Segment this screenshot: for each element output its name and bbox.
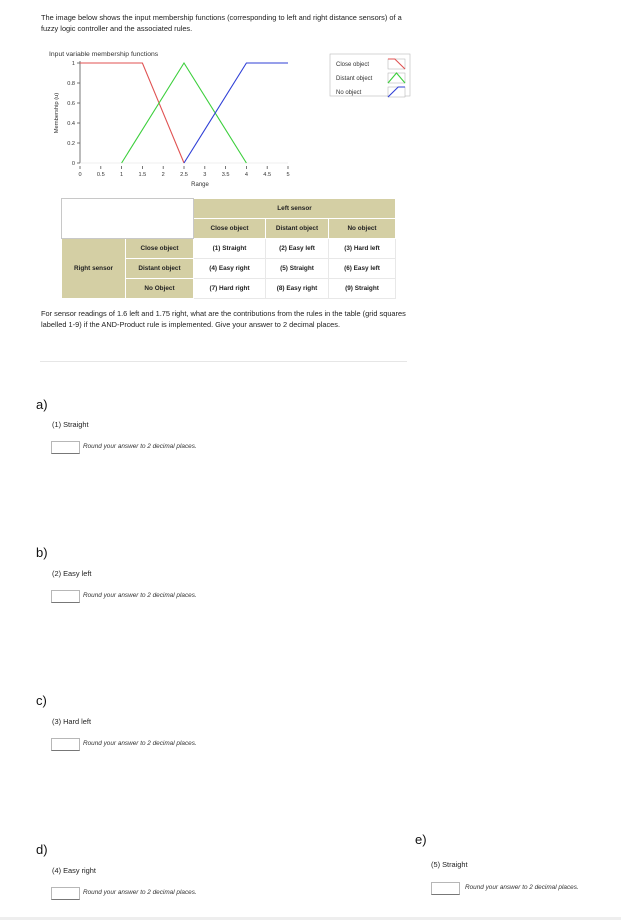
part-c-answer-input[interactable] [51,738,80,751]
part-e-letter: e) [415,832,427,847]
rule-cell-3: (3) Hard left [329,239,396,259]
left-sensor-header: Left sensor [194,199,396,219]
x-tick-label: 3 [203,172,207,178]
chart-title: Input variable membership functions [49,51,159,58]
part-c-label: (3) Hard left [52,717,92,726]
y-axis-label: Membership (u) [54,92,60,134]
legend-label: No object [336,90,362,96]
x-tick-label: 0.5 [96,172,105,178]
rule-cell-8: (8) Easy right [266,279,329,299]
part-d-answer-input[interactable] [51,887,80,900]
part-e-answer-input[interactable] [431,882,460,895]
col-header-close-object: Close object [194,219,266,239]
row-header-no-object: No Object [126,279,194,299]
series-line-close-object [80,63,184,163]
right-sensor-header: Right sensor [62,239,126,299]
y-tick-label: 1 [71,61,75,67]
legend-swatch-frame [388,73,405,83]
x-tick-label: 2 [161,172,165,178]
rule-table-corner [62,199,194,239]
x-axis-label: Range [191,182,209,188]
part-b-letter: b) [36,545,48,560]
part-a-label: (1) Straight [52,420,89,429]
row-header-distant-object: Distant object [126,259,194,279]
part-d-label: (4) Easy right [52,866,96,875]
part-a-answer-input[interactable] [51,441,80,454]
part-e-hint: Round your answer to 2 decimal places. [465,884,579,891]
question-text: For sensor readings of 1.6 left and 1.75 right, what are the contributions from the rules in the table (grid squares labelled 1-9) if the AND-Product rule is implemented. Give your answer to 2 decimal places. [41,309,406,329]
part-a-letter: a) [36,397,48,412]
series-line-no-object [184,63,288,163]
x-tick-label: 5 [286,172,290,178]
legend-label: Distant object [336,76,373,82]
part-e-label: (5) Straight [431,860,468,869]
rule-cell-4: (4) Easy right [194,259,266,279]
x-tick-label: 1 [120,172,124,178]
rule-cell-9: (9) Straight [329,279,396,299]
y-tick-label: 0 [71,161,75,167]
part-c-hint: Round your answer to 2 decimal places. [83,740,197,747]
x-tick-label: 3.5 [221,172,230,178]
rule-table [61,198,396,299]
legend-label: Close object [336,62,370,68]
part-b-answer-input[interactable] [51,590,80,603]
col-header-distant-object: Distant object [266,219,329,239]
x-tick-label: 0 [78,172,82,178]
x-tick-label: 4 [244,172,248,178]
rule-cell-6: (6) Easy left [329,259,396,279]
x-tick-label: 1.5 [138,172,147,178]
part-b-hint: Round your answer to 2 decimal places. [83,592,197,599]
rule-cell-2: (2) Easy left [266,239,329,259]
part-a-hint: Round your answer to 2 decimal places. [83,443,197,450]
part-c-letter: c) [36,693,47,708]
y-tick-label: 0.6 [67,101,75,107]
membership-chart [40,48,415,196]
row-header-close-object: Close object [126,239,194,259]
rule-cell-1: (1) Straight [194,239,266,259]
series-line-distant-object [122,63,247,163]
membership-chart-svg [40,48,415,196]
y-tick-label: 0.4 [67,121,75,127]
part-b-label: (2) Easy left [52,569,92,578]
part-d-letter: d) [36,842,48,857]
y-tick-label: 0.8 [67,81,75,87]
section-divider [40,361,407,362]
x-tick-label: 2.5 [180,172,188,178]
part-d-hint: Round your answer to 2 decimal places. [83,889,197,896]
col-header-no-object: No object [329,219,396,239]
rule-cell-5: (5) Straight [266,259,329,279]
intro-text: The image below shows the input membership functions (corresponding to left and right distance sensors) of a fuzzy logic controller and the associated rules. [41,13,402,33]
rule-cell-7: (7) Hard right [194,279,266,299]
x-tick-label: 4.5 [263,172,272,178]
y-tick-label: 0.2 [67,141,75,147]
